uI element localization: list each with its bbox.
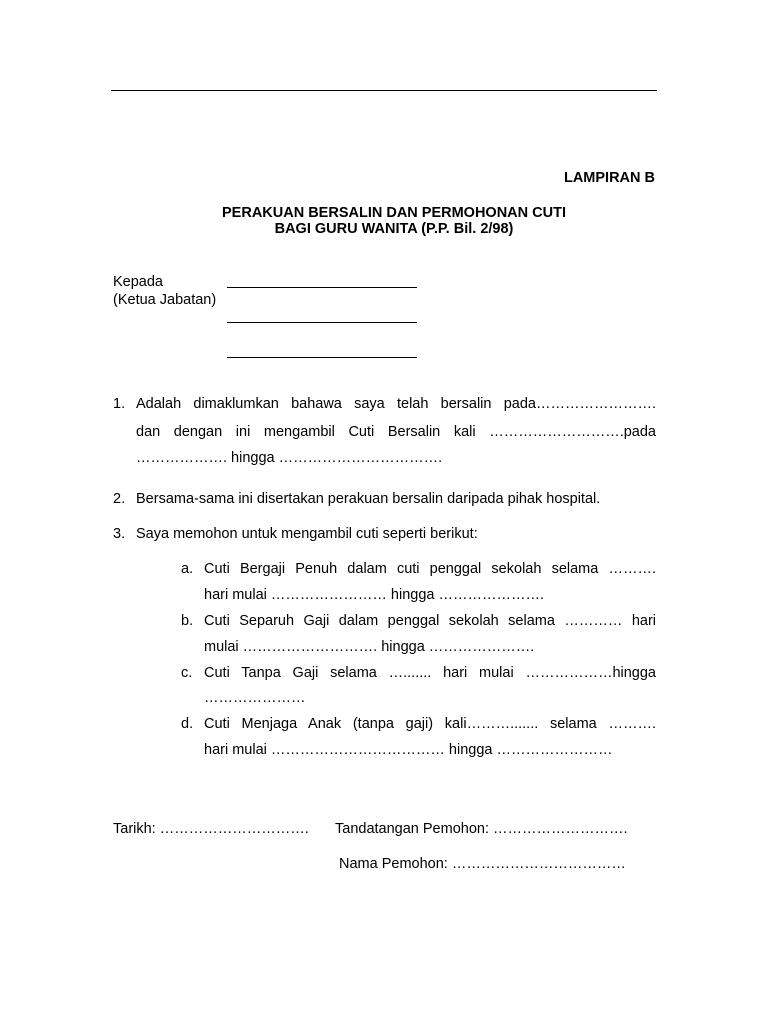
- form-title-line2: BAGI GURU WANITA (P.P. Bil. 2/98): [274, 221, 514, 237]
- item-2-number: 2.: [113, 491, 126, 507]
- item-3-number: 3.: [113, 526, 126, 542]
- item-1-line-2: dan dengan ini mengambil Cuti Bersalin kali ……………………….pada: [136, 424, 656, 440]
- subitem-c-line-2: …………………: [204, 690, 306, 706]
- lampiran-label: LAMPIRAN B: [563, 170, 655, 186]
- tarikh-field: Tarikh: ………………………….: [113, 821, 309, 837]
- subitem-d-line-2: hari mulai ……………………………… hingga ……………………: [204, 742, 613, 758]
- subitem-b-label: b.: [181, 613, 194, 629]
- form-title-line1: PERAKUAN BERSALIN DAN PERMOHONAN CUTI: [222, 205, 566, 221]
- address-line-3: [227, 357, 417, 358]
- item-3-line-1: Saya memohon untuk mengambil cuti seperti berikut:: [136, 526, 478, 542]
- item-2-line-1: Bersama-sama ini disertakan perakuan bersalin daripada pihak hospital.: [136, 491, 601, 507]
- subitem-d-label: d.: [181, 716, 194, 732]
- nama-pemohon-field: Nama Pemohon: ………………………………: [339, 856, 626, 872]
- subitem-a-line-2: hari mulai …………………… hingga ………………….: [204, 587, 545, 603]
- subitem-b-line-2: mulai ………………………. hingga ………………….: [204, 639, 535, 655]
- subitem-c-label: c.: [181, 665, 193, 681]
- item-1-number: 1.: [113, 396, 126, 412]
- address-line-1: [227, 287, 417, 288]
- subitem-b-line-1: Cuti Separuh Gaji dalam penggal sekolah selama ………… hari: [204, 613, 656, 629]
- ketua-jabatan-label: (Ketua Jabatan): [113, 292, 217, 308]
- subitem-a-line-1: Cuti Bergaji Penuh dalam cuti penggal sekolah selama ……….: [204, 561, 656, 577]
- tandatangan-field: Tandatangan Pemohon: ……………………….: [335, 821, 628, 837]
- subitem-c-line-1: Cuti Tanpa Gaji selama …....... hari mulai ………………hingga: [204, 665, 656, 681]
- address-line-2: [227, 322, 417, 323]
- top-rule: [111, 90, 657, 91]
- subitem-a-label: a.: [181, 561, 194, 577]
- kepada-label: Kepada: [113, 274, 163, 290]
- subitem-d-line-1: Cuti Menjaga Anak (tanpa gaji) kali………....... selama ……….: [204, 716, 656, 732]
- item-1-line-3: ………………. hingga …………………………….: [136, 450, 443, 466]
- item-1-line-1: Adalah dimaklumkan bahawa saya telah bersalin pada…………………….: [136, 396, 656, 412]
